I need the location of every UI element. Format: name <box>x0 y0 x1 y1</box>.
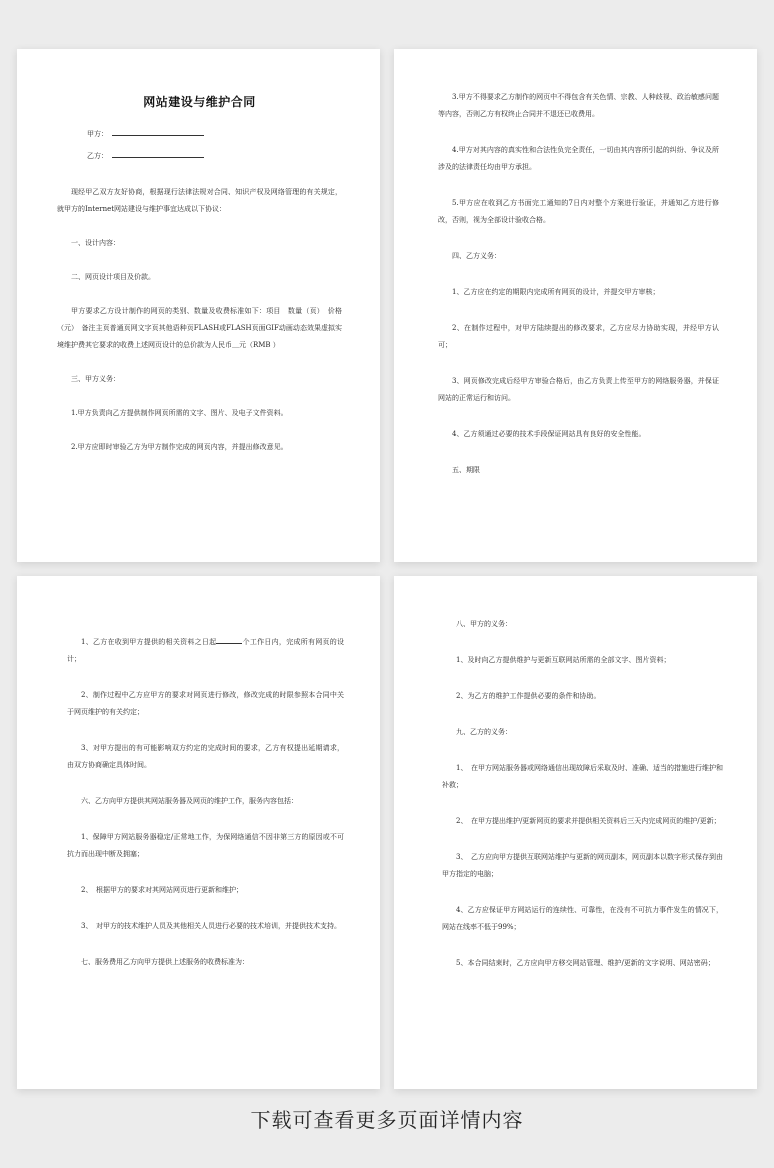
paragraph: 1、乙方应在约定的期限内完成所有网页的设计，并提交甲方审核； <box>452 288 660 296</box>
section-heading: 三、甲方义务： <box>71 375 120 383</box>
party-b-label: 乙方： <box>87 152 108 160</box>
paragraph-end: 个工作日内，完成所有网页的设计； <box>67 638 345 663</box>
paragraph: 1.甲方负责向乙方提供制作网页所需的文字、图片、及电子文件资料。 <box>71 409 288 417</box>
paragraph: 2、制作过程中乙方应甲方的要求对网页进行修改，修改完成的时限参照本合同中关于网页维护的有关约定； <box>67 691 344 716</box>
section-heading: 七、服务费用乙方向甲方提供上述服务的收费标准为： <box>81 958 249 966</box>
section-heading: 八、甲方的义务： <box>456 620 512 628</box>
document-page-4 <box>394 576 757 1089</box>
paragraph: 现经甲乙双方友好协商，根据现行法律法规对合同、知识产权及网络管理的有关规定，就甲方的Internet网站建设与维护事宜达成以下协议： <box>57 188 342 213</box>
paragraph: 2、为乙方的维护工作提供必要的条件和协助。 <box>456 692 601 700</box>
document-page-1 <box>17 49 380 562</box>
paragraph: 5、本合同结束时，乙方应向甲方移交网站管理、维护/更新的文字说明、网站密码； <box>456 959 715 967</box>
download-more-text[interactable]: 下载可查看更多页面详情内容 <box>250 1108 524 1132</box>
party-a-line <box>87 127 342 140</box>
paragraph: 4、乙方须通过必要的技术手段保证网站具有良好的安全性能。 <box>452 430 646 438</box>
party-a-blank <box>112 127 204 136</box>
paragraph: 2、 在甲方提出维护/更新网页的要求并提供相关资料后三天内完成网页的维护/更新； <box>456 817 721 825</box>
paragraph: 1、保障甲方网站服务器稳定/正常地工作，为保网络通信不因非第三方的原因或不可抗力而出现中断及拥塞； <box>67 833 344 858</box>
days-blank <box>216 636 242 644</box>
paragraph: 2.甲方应即时审验乙方为甲方制作完成的网页内容，并提出修改意见。 <box>71 443 288 451</box>
paragraph <box>67 634 344 668</box>
section-heading: 一、设计内容： <box>71 239 120 247</box>
party-b-blank <box>112 149 204 158</box>
paragraph: 2、 根据甲方的要求对其网站网页进行更新和维护； <box>81 886 243 894</box>
paragraph: 4.甲方对其内容的真实性和合法性负完全责任，一切由其内容所引起的纠纷、争议及所涉及的法律责任均由甲方承担。 <box>438 146 719 171</box>
section-heading: 二、网页设计项目及价款。 <box>71 273 155 281</box>
document-page-2 <box>394 49 757 562</box>
section-heading: 五、期限 <box>452 466 480 474</box>
paragraph: 4、乙方应保证甲方网站运行的连续性、可靠性，在没有不可抗力事件发生的情况下，网站在线率不低于99%； <box>442 906 723 931</box>
paragraph: 5.甲方应在收到乙方书面完工通知的7日内对整个方案进行验证，并通知乙方进行修改，否则，视为全部设计验收合格。 <box>438 199 719 224</box>
paragraph: 3.甲方不得要求乙方制作的网页中不得包含有关色情、宗教、人种歧视、政治敏感问题等内容，否则乙方有权终止合同并不退还已收费用。 <box>438 93 719 118</box>
paragraph: 3、网页修改完成后经甲方审验合格后，由乙方负责上传至甲方的网络服务器，并保证网站的正常运行和访问。 <box>438 377 719 402</box>
contract-title: 网站建设与维护合同 <box>143 95 256 109</box>
paragraph: 1、及时向乙方提供维护与更新互联网站所需的全部文字、图片资料； <box>456 656 671 664</box>
party-b-line <box>87 149 342 162</box>
section-heading: 九、乙方的义务： <box>456 728 512 736</box>
section-heading: 四、乙方义务： <box>452 252 501 260</box>
paragraph: 甲方要求乙方设计制作的网页的类别、数量及收费标准如下：项目 数量（页） 价格（元） 备注主页普通页网文字页其他语种页FLASH或FLASH页面GIF动画动态效果虚拟实境维护费其它要求的收费上述网页设计的总价款为人民币＿元（RMB ） <box>57 307 342 349</box>
paragraph-start: 1、乙方在收到甲方提供的相关资料之日起 <box>81 638 217 646</box>
paragraph: 3、 乙方应向甲方提供互联网站维护与更新的网页副本，网页副本以数字形式保存到由甲方指定的电脑； <box>442 853 723 878</box>
paragraph: 3、对甲方提出的有可能影响双方约定的完成时间的要求，乙方有权提出延期请求，由双方协商确定具体时间。 <box>67 744 344 769</box>
paragraph: 1、 在甲方网站服务器或网络通信出现故障后采取及时、准确、适当的措施进行维护和补救； <box>442 764 723 789</box>
section-heading: 六、乙方向甲方提供其网站服务器及网页的维护工作，服务内容包括： <box>81 797 298 805</box>
paragraph: 3、 对甲方的技术维护人员及其他相关人员进行必要的技术培训，并提供技术支持。 <box>81 922 341 930</box>
document-page-3 <box>17 576 380 1089</box>
party-a-label: 甲方： <box>87 130 108 138</box>
paragraph: 2、在制作过程中，对甲方陆续提出的修改要求，乙方应尽力协助实现，并经甲方认可； <box>438 324 719 349</box>
